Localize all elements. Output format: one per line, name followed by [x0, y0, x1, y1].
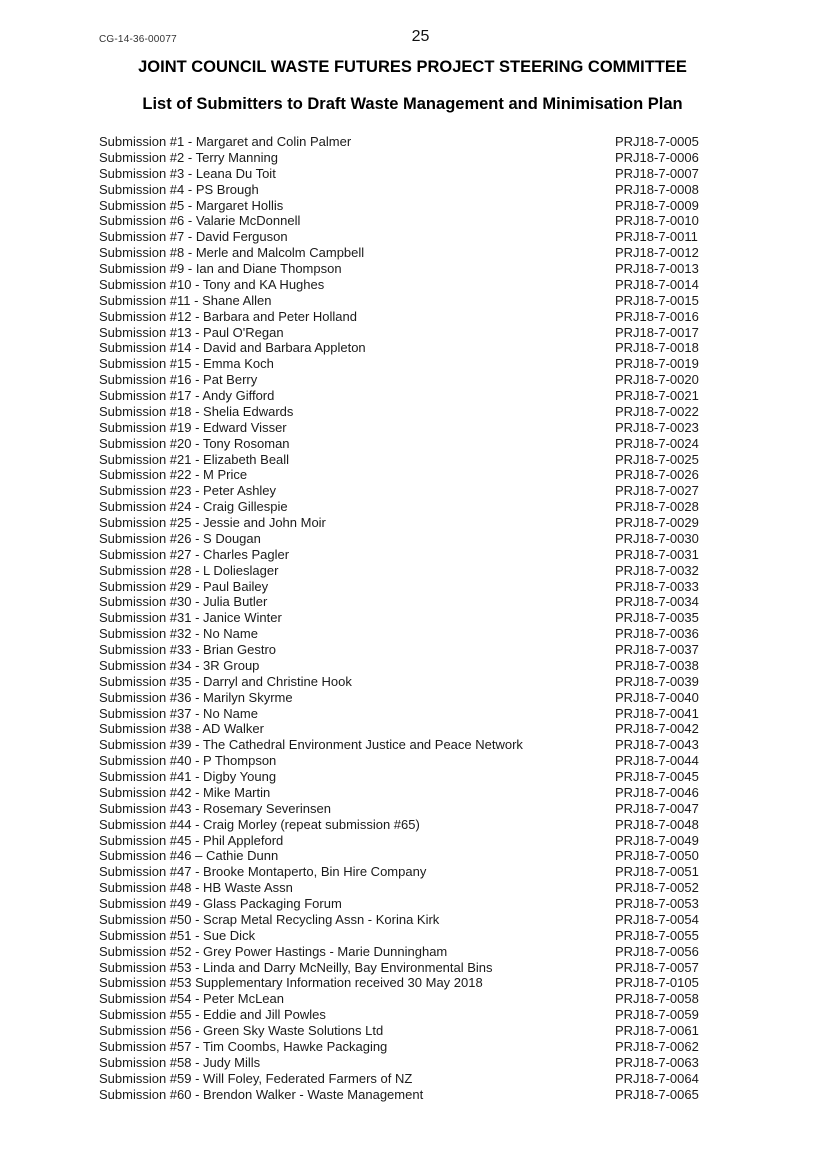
list-item	[99, 198, 719, 214]
list-item	[99, 1023, 719, 1039]
submitter-name: Submission #49 - Glass Packaging Forum	[99, 896, 342, 911]
list-item	[99, 388, 719, 404]
submitter-name: Submission #46 – Cathie Dunn	[99, 848, 279, 864]
list-item	[99, 372, 719, 388]
reference-number: PRJ18-7-0051	[615, 864, 699, 880]
list-item	[99, 579, 719, 595]
submitter-name: Submission #53 Supplementary Information received 30 May 2018	[99, 975, 483, 991]
list-item	[99, 229, 719, 245]
submitter-name: Submission #48 - HB Waste Assn	[99, 880, 293, 896]
reference-number: PRJ18-7-0008	[615, 181, 699, 197]
reference-number: PRJ18-7-0058	[615, 991, 699, 1007]
reference-number: PRJ18-7-0015	[615, 292, 699, 308]
reference-number: PRJ18-7-0064	[615, 1070, 699, 1086]
reference-number: PRJ18-7-0012	[615, 245, 699, 261]
submitter-name: Submission #31 - Janice Winter	[99, 610, 282, 626]
reference-number: PRJ18-7-0055	[615, 927, 699, 943]
reference-number: PRJ18-7-0017	[615, 324, 699, 340]
submitter-name: Submission #18 - Shelia Edwards	[99, 403, 294, 419]
submitter-name: Submission #36 - Marilyn Skyrme	[99, 689, 293, 705]
submitter-name: Submission #14 - David and Barbara Appleton	[99, 340, 366, 356]
reference-number: PRJ18-7-0018	[615, 340, 699, 356]
reference-number: PRJ18-7-0039	[615, 673, 699, 689]
submitter-name: Submission #27 - Charles Pagler	[99, 546, 290, 562]
list-item	[99, 436, 719, 452]
submitter-name: Submission #5 - Margaret Hollis	[99, 197, 284, 213]
reference-number: PRJ18-7-0013	[615, 261, 699, 276]
list-item	[99, 928, 719, 944]
list-item	[99, 261, 719, 277]
reference-number: PRJ18-7-0021	[615, 388, 699, 403]
submitter-name: Submission #58 - Judy Mills	[99, 1054, 261, 1070]
list-item	[99, 404, 719, 420]
reference-number: PRJ18-7-0041	[615, 705, 699, 721]
submitter-name: Submission #44 - Craig Morley (repeat submission #65)	[99, 816, 420, 832]
reference-number: PRJ18-7-0011	[615, 229, 698, 245]
submitter-name: Submission #57 - Tim Coombs, Hawke Packaging	[99, 1038, 388, 1054]
reference-number: PRJ18-7-0019	[615, 356, 699, 372]
reference-number: PRJ18-7-0014	[615, 276, 699, 292]
page-subtitle: List of Submitters to Draft Waste Management and Minimisation Plan	[142, 95, 683, 113]
list-item	[99, 706, 719, 722]
list-item	[99, 594, 719, 610]
submitter-name: Submission #21 - Elizabeth Beall	[99, 451, 290, 467]
reference-number: PRJ18-7-0049	[615, 832, 699, 848]
reference-number: PRJ18-7-0054	[615, 911, 699, 927]
list-item	[99, 896, 719, 912]
list-item	[99, 452, 719, 468]
list-item	[99, 721, 719, 737]
submitter-name: Submission #26 - S Dougan	[99, 530, 261, 546]
reference-number: PRJ18-7-0009	[615, 197, 699, 213]
list-item	[99, 880, 719, 896]
submitter-name: Submission #54 - Peter McLean	[99, 991, 284, 1007]
submitter-name: Submission #25 - Jessie and John Moir	[99, 515, 326, 530]
submitter-name: Submission #10 - Tony and KA Hughes	[99, 276, 325, 292]
submitter-name: Submission #16 - Pat Berry	[99, 372, 258, 388]
submitter-name: Submission #19 - Edward Visser	[99, 419, 287, 435]
list-item	[99, 547, 719, 563]
submitter-name: Submission #1 - Margaret and Colin Palmer	[99, 134, 352, 149]
list-item	[99, 1055, 719, 1071]
submitter-name: Submission #42 - Mike Martin	[99, 784, 271, 800]
submitter-name: Submission #37 - No Name	[99, 705, 258, 721]
submission-list	[99, 134, 719, 1102]
list-item	[99, 467, 719, 483]
list-item	[99, 737, 719, 753]
reference-number: PRJ18-7-0059	[615, 1007, 699, 1023]
reference-number: PRJ18-7-0045	[615, 769, 699, 784]
submitter-name: Submission #43 - Rosemary Severinsen	[99, 800, 331, 816]
list-item	[99, 293, 719, 309]
submitter-name: Submission #38 - AD Walker	[99, 721, 264, 737]
list-item	[99, 658, 719, 674]
list-item	[99, 483, 719, 499]
reference-number: PRJ18-7-0032	[615, 562, 699, 578]
reference-number: PRJ18-7-0031	[615, 546, 699, 562]
list-item	[99, 833, 719, 849]
reference-number: PRJ18-7-0025	[615, 451, 699, 467]
reference-number: PRJ18-7-0061	[615, 1023, 699, 1038]
reference-number: PRJ18-7-0033	[615, 578, 699, 594]
list-item	[99, 975, 719, 991]
submitter-name: Submission #2 - Terry Manning	[99, 149, 278, 165]
list-item	[99, 420, 719, 436]
submitter-name: Submission #59 - Will Foley, Federated Farmers of NZ	[99, 1070, 413, 1086]
submitter-name: Submission #12 - Barbara and Peter Holland	[99, 308, 357, 324]
submitter-name: Submission #50 - Scrap Metal Recycling Assn - Korina Kirk	[99, 911, 440, 927]
list-item	[99, 848, 719, 864]
submitter-name: Submission #51 - Sue Dick	[99, 927, 256, 943]
reference-number: PRJ18-7-0007	[615, 165, 699, 181]
list-item	[99, 1007, 719, 1023]
reference-number: PRJ18-7-0036	[615, 626, 699, 642]
submitter-name: Submission #8 - Merle and Malcolm Campbell	[99, 245, 365, 261]
submitter-name: Submission #17 - Andy Gifford	[99, 388, 275, 403]
submitter-name: Submission #3 - Leana Du Toit	[99, 165, 276, 181]
reference-number: PRJ18-7-0028	[615, 499, 699, 515]
reference-number: PRJ18-7-0010	[615, 213, 699, 229]
submitter-name: Submission #33 - Brian Gestro	[99, 642, 277, 657]
submitter-name: Submission #15 - Emma Koch	[99, 356, 274, 372]
list-item	[99, 753, 719, 769]
reference-number: PRJ18-7-0038	[615, 657, 699, 673]
submitter-name: Submission #40 - P Thompson	[99, 753, 277, 769]
submitter-name: Submission #13 - Paul O'Regan	[99, 324, 284, 340]
reference-number: PRJ18-7-0026	[615, 467, 699, 483]
reference-number: PRJ18-7-0062	[615, 1038, 699, 1054]
list-item	[99, 690, 719, 706]
reference-number: PRJ18-7-0046	[615, 784, 699, 800]
reference-number: PRJ18-7-0040	[615, 689, 699, 705]
submitter-name: Submission #47 - Brooke Montaperto, Bin Hire Company	[99, 864, 427, 880]
submitter-name: Submission #52 - Grey Power Hastings - Marie Dunningham	[99, 943, 448, 959]
submitter-name: Submission #24 - Craig Gillespie	[99, 499, 288, 515]
list-item	[99, 817, 719, 833]
list-item	[99, 610, 719, 626]
submitter-name: Submission #56 - Green Sky Waste Solutions Ltd	[99, 1023, 384, 1038]
reference-number: PRJ18-7-0035	[615, 610, 699, 626]
list-item	[99, 960, 719, 976]
list-item	[99, 150, 719, 166]
submitter-name: Submission #9 - Ian and Diane Thompson	[99, 261, 342, 276]
submitter-name: Submission #28 - L Dolieslager	[99, 562, 279, 578]
list-item	[99, 1071, 719, 1087]
reference-number: PRJ18-7-0063	[615, 1054, 699, 1070]
reference-number: PRJ18-7-0052	[615, 880, 699, 896]
list-item	[99, 626, 719, 642]
submitter-name: Submission #29 - Paul Bailey	[99, 578, 269, 594]
reference-number: PRJ18-7-0044	[615, 753, 699, 769]
list-item	[99, 515, 719, 531]
submitter-name: Submission #30 - Julia Butler	[99, 594, 268, 610]
list-item	[99, 912, 719, 928]
list-item	[99, 1039, 719, 1055]
list-item	[99, 213, 719, 229]
list-item	[99, 864, 719, 880]
submitter-name: Submission #45 - Phil Appleford	[99, 832, 284, 848]
list-item	[99, 309, 719, 325]
reference-number: PRJ18-7-0065	[615, 1086, 699, 1102]
list-item	[99, 801, 719, 817]
reference-number: PRJ18-7-0057	[615, 959, 699, 975]
list-item	[99, 1087, 719, 1103]
submitter-name: Submission #20 - Tony Rosoman	[99, 435, 290, 451]
list-item	[99, 134, 719, 150]
reference-number: PRJ18-7-0022	[615, 403, 699, 419]
reference-number: PRJ18-7-0053	[615, 896, 699, 911]
page-number: 25	[411, 28, 430, 45]
list-item	[99, 245, 719, 261]
reference-number: PRJ18-7-0016	[615, 308, 699, 324]
reference-number: PRJ18-7-0048	[615, 816, 699, 832]
reference-number: PRJ18-7-0020	[615, 372, 699, 388]
list-item	[99, 769, 719, 785]
reference-number: PRJ18-7-0030	[615, 530, 699, 546]
submitter-name: Submission #39 - The Cathedral Environment Justice and Peace Network	[99, 737, 523, 753]
reference-number: PRJ18-7-0027	[615, 483, 699, 499]
document-reference: CG-14-36-00077	[99, 34, 177, 45]
reference-number: PRJ18-7-0024	[615, 435, 699, 451]
submitter-name: Submission #23 - Peter Ashley	[99, 483, 277, 499]
list-item	[99, 785, 719, 801]
list-item	[99, 563, 719, 579]
reference-number: PRJ18-7-0050	[615, 848, 699, 864]
reference-number: PRJ18-7-0037	[615, 642, 699, 657]
reference-number: PRJ18-7-0056	[615, 943, 699, 959]
list-item	[99, 674, 719, 690]
submitter-name: Submission #53 - Linda and Darry McNeilly, Bay Environmental Bins	[99, 959, 493, 975]
list-item	[99, 944, 719, 960]
reference-number: PRJ18-7-0029	[615, 515, 699, 530]
submitter-name: Submission #6 - Valarie McDonnell	[99, 213, 301, 229]
list-item	[99, 531, 719, 547]
submitter-name: Submission #32 - No Name	[99, 626, 258, 642]
submitter-name: Submission #35 - Darryl and Christine Hook	[99, 673, 352, 689]
reference-number: PRJ18-7-0042	[615, 721, 699, 737]
submitter-name: Submission #60 - Brendon Walker - Waste Management	[99, 1086, 424, 1102]
page-title: JOINT COUNCIL WASTE FUTURES PROJECT STEERING COMMITTEE	[138, 58, 687, 76]
reference-number: PRJ18-7-0034	[615, 594, 699, 610]
list-item	[99, 356, 719, 372]
list-item	[99, 499, 719, 515]
list-item	[99, 277, 719, 293]
list-item	[99, 340, 719, 356]
list-item	[99, 991, 719, 1007]
reference-number: PRJ18-7-0043	[615, 737, 699, 753]
reference-number: PRJ18-7-0023	[615, 419, 699, 435]
submitter-name: Submission #34 - 3R Group	[99, 657, 260, 673]
reference-number: PRJ18-7-0006	[615, 149, 699, 165]
reference-number: PRJ18-7-0005	[615, 134, 699, 149]
reference-number: PRJ18-7-0047	[615, 800, 699, 816]
submitter-name: Submission #11 - Shane Allen	[99, 292, 272, 308]
list-item	[99, 182, 719, 198]
submitter-name: Submission #22 - M Price	[99, 467, 248, 483]
submitter-name: Submission #41 - Digby Young	[99, 769, 277, 784]
reference-number: PRJ18-7-0105	[615, 975, 699, 991]
list-item	[99, 642, 719, 658]
submitter-name: Submission #4 - PS Brough	[99, 181, 259, 197]
list-item	[99, 166, 719, 182]
submitter-name: Submission #7 - David Ferguson	[99, 229, 288, 245]
submitter-name: Submission #55 - Eddie and Jill Powles	[99, 1007, 326, 1023]
list-item	[99, 325, 719, 341]
